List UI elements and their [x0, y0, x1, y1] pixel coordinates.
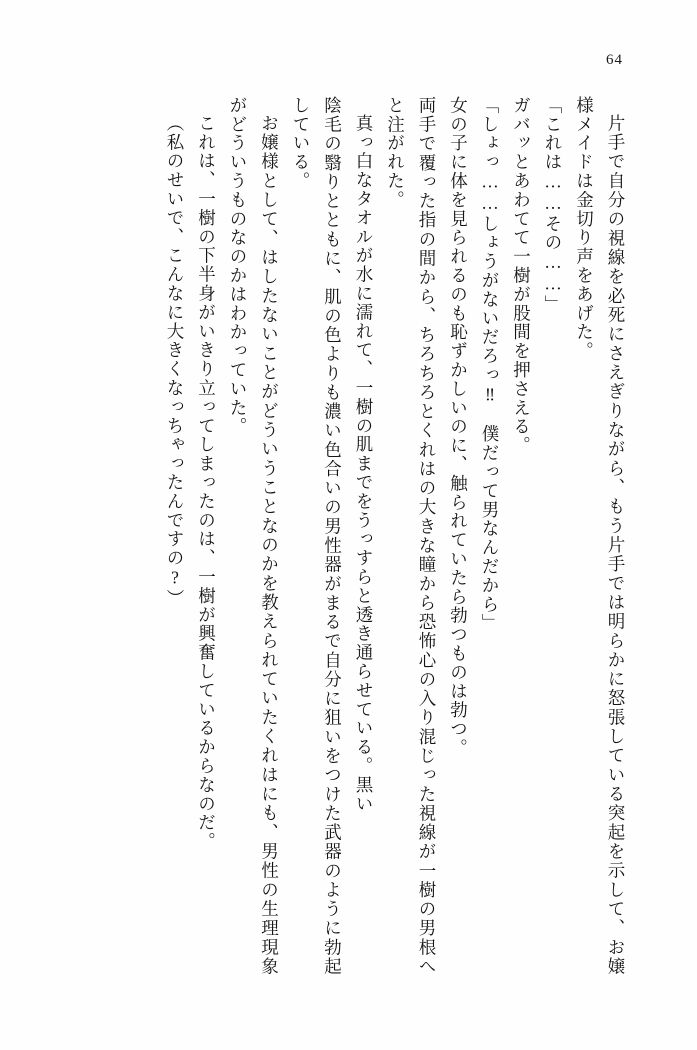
paragraph-4: 「しょっ……しょうがないだろっ‼ 僕だって男なんだから」	[480, 96, 500, 633]
paragraph-9: お嬢様として、はしたないことがどういうことなのかを教えられていたくれはにも、男性の生理現象がどういうものなのかはわかっていた。	[228, 96, 280, 976]
paragraph-7: 真っ白なタオルが水に濡れて、一樹の肌までをうっすらと透き通らせている。黒い	[354, 114, 374, 814]
paragraph-2: 「これは……その……」	[543, 96, 563, 314]
paragraph-5: 女の子に体を見られるのも恥ずかしいのに、触られていたら勃つものは勃つ。	[448, 96, 469, 758]
paragraph-3: ガバッとあわてて一樹が股間を押さえる。	[511, 96, 532, 456]
page-body-text	[56, 96, 631, 976]
paragraph-8: 陰毛の翳りとともに、肌の色よりも濃い色合いの男性器がまるで自分に狙いをつけた武器のように勃起している。	[291, 96, 343, 976]
page-number: 64	[606, 52, 623, 68]
paragraph-1: 片手で自分の視線を必死にさえぎりながら、もう片手では明らかに怒張している突起を示して、お嬢様メイドは金切り声をあげた。	[574, 96, 626, 976]
paragraph-11: （私のせいで、こんなに大きくなっちゃったんですの?）	[165, 114, 185, 608]
paragraph-10: これは、一樹の下半身がいきり立ってしまったのは、一樹が興奮しているからなのだ。	[196, 114, 217, 852]
paragraph-6: 両手で覆った指の間から、ちろちろとくれはの大きな瞳から恐怖心の入り混じった視線が一樹の男根へと注がれた。	[385, 96, 437, 976]
